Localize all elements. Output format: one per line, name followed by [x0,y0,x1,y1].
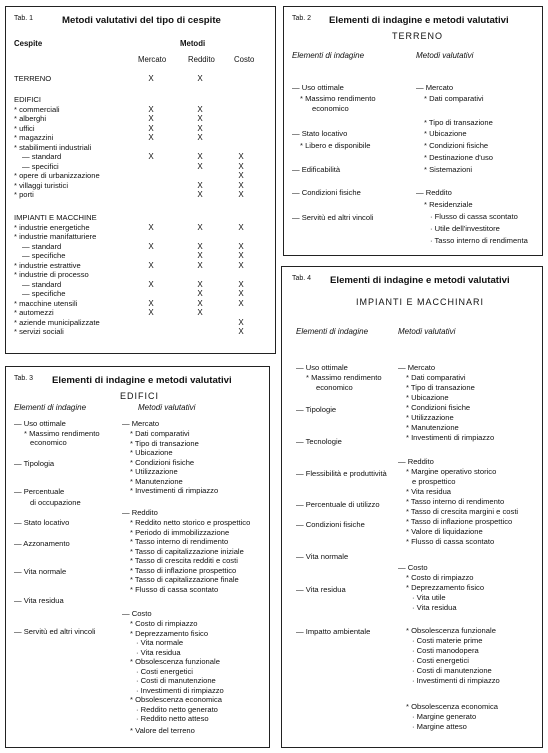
table-1-mark: X [197,133,203,142]
table-4-left-item: economico [316,383,353,392]
table-1-mark: X [148,279,154,289]
table-2 [283,6,543,256]
table-1-method-mercato: Mercato [138,55,167,64]
table-4-right-item: * Dati comparativi [406,373,466,382]
table-3 [5,366,270,748]
table-1-mark: X [148,152,154,161]
table-2-left-item: economico [312,104,349,113]
table-1-title: Metodi valutativi del tipo di cespite [62,15,221,26]
table-3-left-item: economico [30,438,67,447]
table-3-right-item: * Condizioni fisiche [130,457,195,467]
table-1-mark: X [238,180,244,190]
table-4-title: Elementi di indagine e metodi valutativi [330,275,510,286]
table-3-number: Tab. 3 [14,375,34,382]
table-3-right-item: * Obsolescenza funzionale [130,657,220,666]
table-1-mark: X [148,133,154,142]
table-1-mark: X [197,298,203,308]
table-2-right-item: * Tipo di transazione [424,118,493,127]
table-4-left-item: — Percentuale di utilizzo [296,500,380,509]
table-2-right-item: — Mercato [416,83,454,92]
table-3-left-item: * Massimo rendimento [24,429,100,438]
table-3-right-item: · Reddito netto generato [136,704,218,714]
table-1-mark: X [197,260,203,270]
table-1-mark: X [148,114,154,123]
table-2-right-item: · Utile dell'investitore [430,224,500,233]
table-4-right-item: · Costi materie prime [412,636,483,645]
table-2-left-item: — Servitù ed altri vincoli [292,213,374,222]
table-4-right-item: · Margine generato [412,712,477,721]
table-4-right-item: * Valore di liquidazione [406,527,483,536]
table-1-row-label: * stabilimenti industriali [14,142,92,152]
table-4-left-item: — Impatto ambientale [296,627,371,636]
table-1-row-label: — specifici [22,161,59,171]
table-3-right-item: — Costo [122,609,152,618]
table-1-mark: X [238,241,244,251]
table-4-right-item: · Investimenti di rimpiazzo [412,676,500,685]
table-4-left-item: — Tipologie [296,405,337,414]
table-2-right-item: * Sistemazioni [424,165,473,174]
table-1-mark: X [197,251,203,260]
table-3-right-item: * Tasso di crescita redditi e costi [130,556,238,565]
table-2-left-item: * Massimo rendimento [300,94,376,103]
table-4-right-item: * Tasso di inflazione prospettico [406,517,513,526]
table-1-mark: X [197,180,203,190]
table-3-right-item: · Reddito netto atteso [136,714,209,723]
table-3-left-item: di occupazione [30,498,81,507]
table-4-right-item: * Obsolescenza economica [406,702,499,711]
table-1-mark: X [238,260,244,270]
table-2-right-item: * Residenziale [424,200,473,209]
table-2-right-item: * Dati comparativi [424,94,484,103]
table-3-left-item: — Percentuale [14,487,65,496]
table-2-right-item: * Condizioni fisiche [424,141,489,150]
table-3-left-item: — Vita residua [14,596,64,605]
table-1-row-label: — standard [22,152,62,161]
table-1-mark: X [238,289,244,298]
table-2-subtitle: TERRENO [392,31,444,41]
table-1-mark: X [197,279,203,289]
table-3-right-item: * Tasso di capitalizzazione finale [130,575,239,584]
table-4-col-left: Elementi di indagine [296,327,369,336]
table-1-mark: X [197,308,203,317]
table-3-right-item: * Dati comparativi [130,429,190,438]
table-1-mark: X [197,222,203,232]
table-1-mark: X [148,104,154,114]
table-4-right-item: * Deprezzamento fisico [406,583,485,592]
table-1-row-label: * industrie di processo [14,270,89,279]
table-4-left-item: — Uso ottimale [296,363,348,372]
table-4-right-item: * Manutenzione [406,423,459,432]
table-4-right-item: — Reddito [398,457,434,466]
table-1-row-label: * villaggi turistici [14,180,69,190]
table-4-right-item: * Tipo di transazione [406,383,475,392]
table-4-right-item: e prospettico [412,477,456,486]
table-1-mark: X [197,114,203,123]
table-4-right-item: * Tasso di crescita margini e costi [406,507,519,516]
table-3-right-item: * Reddito netto storico e prospettico [130,518,251,527]
table-4-right-item: * Tasso interno di rendimento [406,497,505,506]
table-1-method-costo: Costo [234,55,255,64]
table-3-right-item: * Utilizzazione [130,467,178,476]
table-1-row-label: TERRENO [14,74,52,83]
table-2-left-item: — Uso ottimale [292,83,344,92]
table-3-col-left: Elementi di indagine [14,403,87,412]
table-4-right-item: * Vita residua [406,487,452,496]
table-4-right-item: * Utilizzazione [406,413,454,422]
table-1-mark: X [148,260,154,270]
table-1-mark: X [197,104,203,114]
table-3-right-item: * Costo di rimpiazzo [130,619,198,628]
table-3-right-item: * Deprezzamento fisico [130,628,209,638]
table-2-left-item: — Stato locativo [292,129,348,138]
table-3-subtitle: EDIFICI [120,391,160,401]
table-3-right-item: * Periodo di immobilizzazione [130,527,230,537]
table-1-row-label: * magazzini [14,133,54,142]
table-4-left-item: * Massimo rendimento [306,373,382,382]
table-1-mark: X [148,298,154,308]
table-1-mark: X [197,152,203,161]
table-1-mark: X [238,171,244,180]
table-1-row-label: * macchine utensili [14,298,78,308]
table-1-row-label: — specifiche [22,251,66,260]
table-1-mark: X [238,279,244,289]
table-1-row-label: — standard [22,241,62,251]
table-1-row-label: IMPIANTI E MACCHINE [14,213,97,222]
table-4-right-item: * Ubicazione [406,393,449,402]
table-3-left-item: — Uso ottimale [14,419,66,428]
table-3-right-item: * Ubicazione [130,448,173,457]
table-1-mark: X [238,251,244,260]
table-1-row-label: — specifiche [22,289,66,298]
table-4-left-item: — Flessibilità e produttività [296,469,387,478]
table-1-mark: X [197,123,203,133]
table-3-right-item: — Reddito [122,508,158,517]
table-3-right-item: * Manutenzione [130,476,183,486]
table-4-right-item: · Costi di manutenzione [412,666,492,675]
table-3-right-item: · Costi di manutenzione [136,676,216,685]
table-4-right-item: * Flusso di cassa scontato [406,537,495,546]
table-1-mark: X [148,123,154,133]
table-1-mark: X [238,317,244,327]
table-1-row-label: * porti [14,190,34,199]
table-1-mark: X [148,241,154,251]
table-3-right-item: — Mercato [122,419,160,428]
table-1-row-label: * aziende municipalizzate [14,317,100,327]
table-2-right-item: · Tasso interno di rendimenta [430,236,528,245]
table-3-left-item: — Tipologia [14,459,55,468]
table-1-mark: X [197,241,203,251]
table-4-right-item: * Condizioni fisiche [406,403,471,412]
table-4-right-item: · Costi energetici [412,656,469,665]
table-4-right-item: · Margine atteso [412,722,467,731]
table-2-col-right: Metodi valutativi [416,51,474,60]
table-1-row-label: — standard [22,279,62,289]
table-1-mark: X [197,74,203,83]
table-4-right-item: — Costo [398,563,428,572]
table-4-left-item: — Tecnologie [296,437,342,446]
table-3-right-item: * Tipo di transazione [130,438,199,448]
table-4-right-item: · Costi manodopera [412,646,479,655]
table-4-right-item: * Costo di rimpiazzo [406,573,474,582]
table-4 [281,266,543,748]
table-1-col-cespite: Cespite [14,39,43,48]
table-2-title: Elementi di indagine e metodi valutativi [329,15,509,26]
table-1-col-metodi: Metodi [180,39,206,48]
table-3-right-item: * Tasso di capitalizzazione iniziale [130,546,244,556]
table-1-row-label: * alberghi [14,114,47,123]
table-3-left-item: — Azzonamento [14,539,70,548]
table-1-row-label: * opere di urbanizzazione [14,171,100,180]
table-1-row-label: EDIFICI [14,95,42,104]
table-3-left-item: — Vita normale [14,567,67,576]
table-4-right-item: * Margine operativo storico [406,467,497,476]
table-2-number: Tab. 2 [292,15,312,22]
table-2-right-item: · Flusso di cassa scontato [430,212,518,221]
table-3-left-item: — Servitù ed altri vincoli [14,627,96,636]
table-4-subtitle: IMPIANTI E MACCHINARI [356,297,485,307]
table-1-mark: X [148,222,154,232]
table-4-left-item: — Vita residua [296,585,346,594]
table-1-mark: X [238,222,244,232]
table-3-right-item: * Obsolescenza economica [130,695,223,704]
table-1-mark: X [197,190,203,199]
table-1-mark: X [238,298,244,308]
table-1 [5,6,276,354]
table-4-right-item: · Vita residua [412,603,457,612]
table-1-mark: X [238,152,244,161]
table-3-right-item: * Valore del terreno [130,726,195,735]
table-3-left-item: — Stato locativo [14,518,70,527]
table-3-right-item: · Investimenti di rimpiazzo [136,685,224,695]
table-3-right-item: * Flusso di cassa scontato [130,584,219,594]
table-1-row-label: * commerciali [14,104,60,114]
table-1-row-label: * automezzi [14,308,54,317]
table-1-number: Tab. 1 [14,15,34,22]
table-1-mark: X [148,74,154,83]
table-2-right-item: * Destinazione d'uso [424,153,493,162]
table-1-row-label: * industrie estrattive [14,260,81,270]
table-4-right-item: * Obsolescenza funzionale [406,626,496,635]
table-2-left-item: — Edificabilità [292,165,341,174]
table-4-right-item: — Mercato [398,363,436,372]
table-2-col-left: Elementi di indagine [292,51,365,60]
table-4-left-item: — Vita normale [296,552,349,561]
table-2-right-item: * Ubicazione [424,129,467,138]
table-3-right-item: * Tasso di inflazione prospettico [130,565,237,575]
table-3-col-right: Metodi valutativi [138,403,196,412]
table-2-left-item: — Condizioni fisiche [292,188,361,197]
table-1-mark: X [148,308,154,317]
table-3-right-item: · Vita normale [136,638,184,647]
table-1-method-reddito: Reddito [188,55,215,64]
table-4-col-right: Metodi valutativi [398,327,456,336]
table-3-right-item: · Vita residua [136,647,181,657]
table-1-mark: X [197,289,203,298]
table-1-mark: X [238,327,244,336]
table-1-row-label: * uffici [14,123,35,133]
table-1-row-label: * servizi sociali [14,327,64,336]
table-1-row-label: * industrie manifatturiere [14,232,97,241]
table-1-mark: X [238,190,244,199]
table-4-left-item: — Condizioni fisiche [296,520,365,529]
table-1-mark: X [197,161,203,171]
table-3-title: Elementi di indagine e metodi valutativi [52,375,232,386]
table-3-right-item: · Costi energetici [136,666,193,676]
table-1-mark: X [238,161,244,171]
table-1-row-label: * industrie energetiche [14,222,90,232]
table-3-right-item: * Investimenti di rimpiazzo [130,486,219,495]
table-4-number: Tab. 4 [292,275,312,282]
table-2-right-item: — Reddito [416,188,452,197]
table-4-right-item: * Investimenti di rimpiazzo [406,433,495,442]
table-3-right-item: * Tasso interno di rendimento [130,537,229,546]
table-4-right-item: · Vita utile [412,593,446,602]
table-2-left-item: * Libero e disponibile [300,141,371,150]
